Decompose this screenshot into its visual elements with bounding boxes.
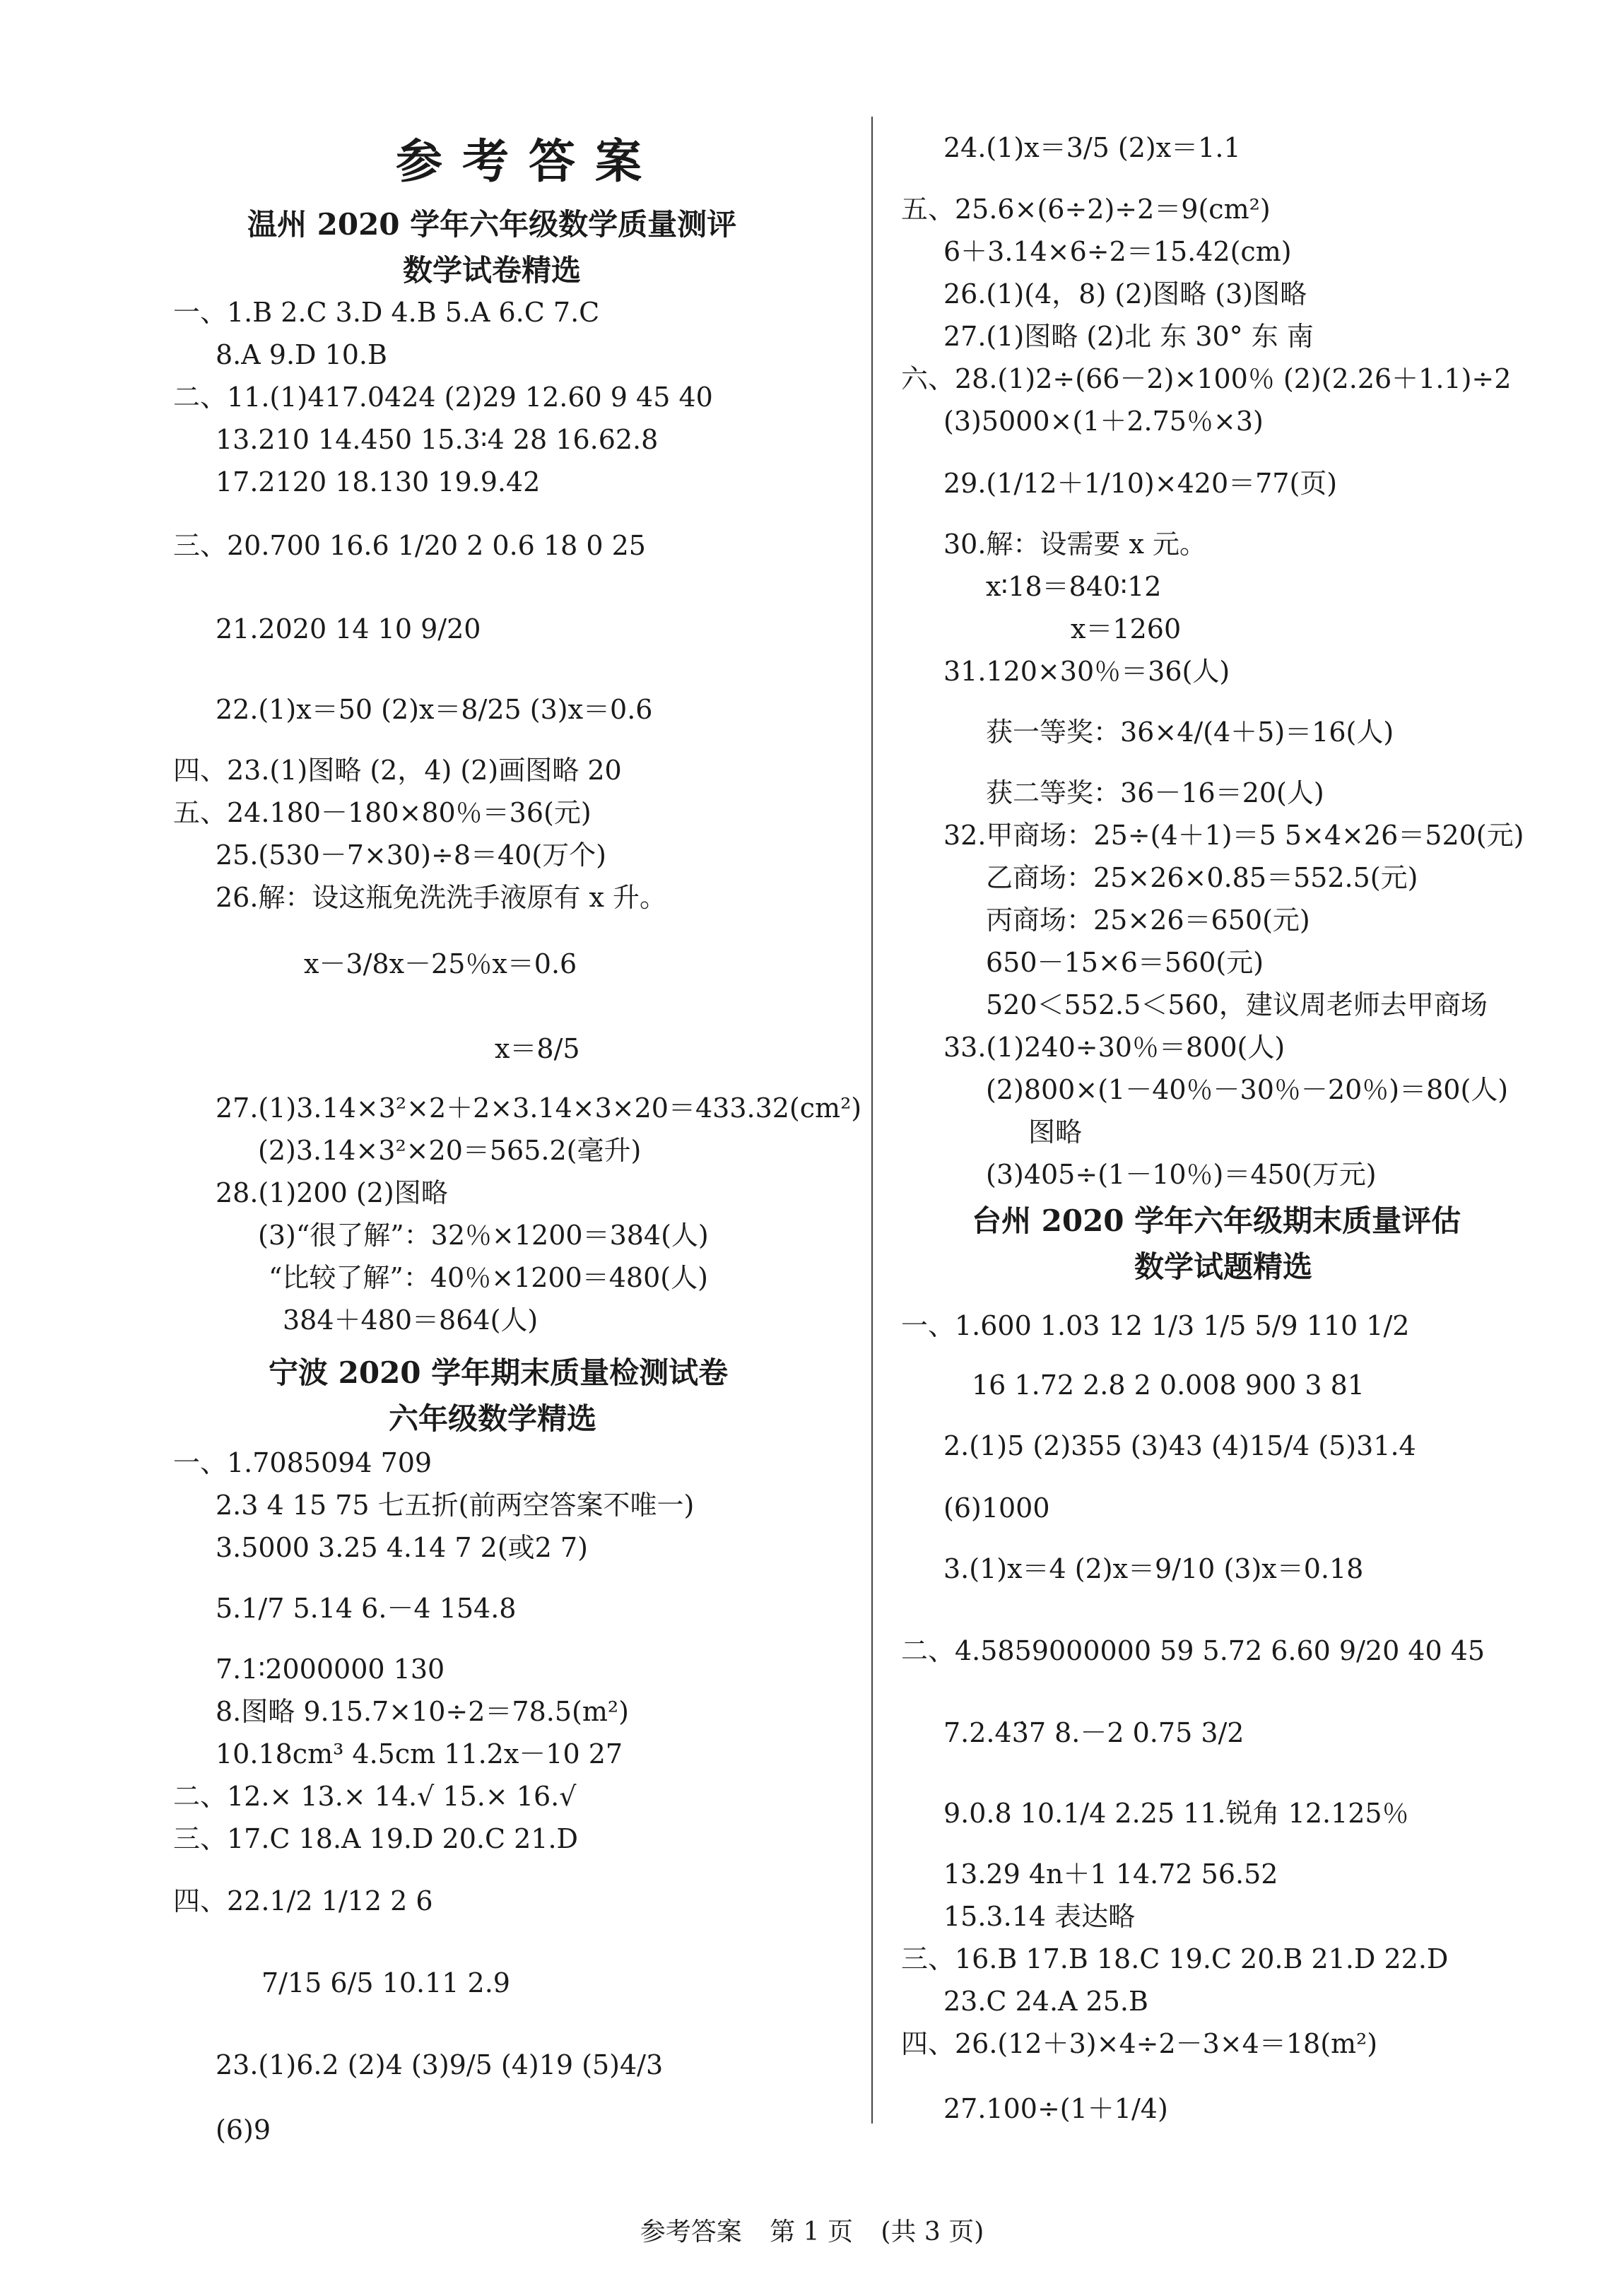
answer-line: 图略 bbox=[1028, 1117, 1083, 1148]
answer-line: (6)1000 bbox=[943, 1492, 1050, 1524]
answer-line: 7/15 6/5 10.11 2.9 bbox=[261, 1967, 510, 1998]
answer-line: 获一等奖：36×4/(4＋5)＝16(人) bbox=[986, 717, 1394, 748]
answer-line: 13.210 14.450 15.3∶4 28 16.62.8 bbox=[216, 424, 659, 455]
answer-line: 一、1.B 2.C 3.D 4.B 5.A 6.C 7.C bbox=[173, 297, 600, 328]
answer-line: 四、22.1/2 1/12 2 6 bbox=[173, 1885, 433, 1916]
answer-line: (2)3.14×3²×20＝565.2(毫升) bbox=[258, 1135, 642, 1166]
equation-line: x＝8/5 bbox=[495, 1033, 580, 1064]
answer-line: 2.(1)5 (2)355 (3)43 (4)15/4 (5)31.4 bbox=[943, 1430, 1416, 1461]
answer-line: 一、1.7085094 709 bbox=[173, 1447, 433, 1478]
footer-page-number: 第 1 页 bbox=[770, 2218, 853, 2246]
answer-line: 27.(1)图略 (2)北 东 30° 东 南 bbox=[943, 321, 1314, 352]
answer-line: 31.120×30％＝36(人) bbox=[943, 656, 1230, 687]
answer-line: (3)5000×(1＋2.75％×3) bbox=[943, 406, 1264, 437]
answer-line: 四、23.(1)图略 (2，4) (2)画图略 20 bbox=[173, 755, 622, 786]
answer-line: 10.18cm³ 4.5cm 11.2x－10 27 bbox=[216, 1738, 623, 1769]
section-subtitle-wenzhou: 数学试卷精选 bbox=[403, 253, 582, 288]
section-title-taizhou: 台州 2020 学年六年级期末质量评估 bbox=[972, 1203, 1461, 1238]
answer-line: 三、16.B 17.B 18.C 19.C 20.B 21.D 22.D bbox=[901, 1943, 1449, 1974]
answer-line: 3.(1)x＝4 (2)x＝9/10 (3)x＝0.18 bbox=[943, 1553, 1364, 1584]
answer-line: (3)“很了解”：32％×1200＝384(人) bbox=[258, 1220, 709, 1251]
answer-line: 520＜552.5＜560，建议周老师去甲商场 bbox=[986, 989, 1488, 1020]
answer-line: 获二等奖：36－16＝20(人) bbox=[986, 777, 1324, 808]
section-title-ningbo: 宁波 2020 学年期末质量检测试卷 bbox=[269, 1355, 729, 1390]
answer-line: 13.29 4n＋1 14.72 56.52 bbox=[943, 1859, 1278, 1890]
answer-line: 五、25.6×(6÷2)÷2＝9(cm²) bbox=[901, 194, 1271, 225]
equation-line: x∶18＝840∶12 bbox=[986, 571, 1162, 602]
page-footer bbox=[0, 2212, 1624, 2248]
answer-line: 23.C 24.A 25.B bbox=[943, 1986, 1148, 2017]
answer-line: 28.(1)200 (2)图略 bbox=[216, 1177, 448, 1208]
answer-line: 7.2.4̇3̇7 8.－2 0.75 3/2 bbox=[943, 1717, 1245, 1748]
page-title: 参考答案 bbox=[396, 134, 661, 189]
answer-line: 25.(530－7×30)÷8＝40(万个) bbox=[216, 840, 607, 871]
answer-line: 33.(1)240÷30％＝800(人) bbox=[943, 1032, 1285, 1063]
answer-line: 650－15×6＝560(元) bbox=[986, 947, 1264, 978]
answer-line: 21.2020 14 10 9/20 bbox=[216, 613, 481, 644]
answer-line: 2.3 4 15 75 七五折(前两空答案不唯一) bbox=[216, 1490, 695, 1521]
footer-label: 参考答案 bbox=[640, 2218, 742, 2246]
answer-line: 5.1/7 5.14 6.－4 154.8 bbox=[216, 1593, 517, 1624]
answer-line: 24.(1)x＝3/5 (2)x＝1.1 bbox=[943, 132, 1241, 163]
answer-line: 27.(1)3.14×3²×2＋2×3.14×3×20＝433.32(cm²) bbox=[216, 1093, 862, 1124]
answer-line: 7.1∶2000000 130 bbox=[216, 1654, 445, 1685]
answer-line: 三、20.700 16.6 1/20 2 0.6 18 0 25 bbox=[173, 530, 646, 561]
answer-line: 一、1.600 1.03 12 1/3 1/5 5/9 110 1/2 bbox=[901, 1310, 1410, 1341]
section-title-wenzhou: 温州 2020 学年六年级数学质量测评 bbox=[247, 207, 737, 242]
answer-line: 16 1.72 2.8 2 0.008 900 3 81 bbox=[972, 1370, 1365, 1401]
answer-line: 26.(1)(4，8) (2)图略 (3)图略 bbox=[943, 278, 1307, 310]
answer-line: 8.图略 9.15.7×10÷2＝78.5(m²) bbox=[216, 1696, 629, 1727]
answer-line: 乙商场：25×26×0.85＝552.5(元) bbox=[986, 862, 1418, 893]
answer-line: 22.(1)x＝50 (2)x＝8/25 (3)x＝0.6 bbox=[216, 694, 653, 725]
answer-line: 384＋480＝864(人) bbox=[283, 1304, 539, 1336]
answer-line: 32.甲商场：25÷(4＋1)＝5 5×4×26＝520(元) bbox=[943, 820, 1524, 851]
footer-total-pages: (共 3 页) bbox=[881, 2218, 984, 2246]
answer-line: 二、4.5859000000 59 5.72 6.60 9/20 40 45 bbox=[901, 1635, 1485, 1666]
section-subtitle-taizhou: 数学试题精选 bbox=[1134, 1249, 1313, 1284]
answer-line: 六、28.(1)2÷(66－2)×100％ (2)(2.26＋1.1)÷2 bbox=[901, 363, 1512, 394]
equation-line: x＝1260 bbox=[1071, 613, 1182, 644]
equation-line: x－3/8x－25％x＝0.6 bbox=[304, 948, 577, 979]
section-subtitle-ningbo: 六年级数学精选 bbox=[389, 1401, 597, 1436]
answer-line: (2)800×(1－40％－30％－20％)＝80(人) bbox=[986, 1074, 1509, 1105]
answer-line: 二、11.(1)417.0424 (2)29 12.60 9 45 40 bbox=[173, 382, 713, 413]
answer-line: 15.3.14 表达略 bbox=[943, 1901, 1136, 1932]
answer-line: 二、12.× 13.× 14.√ 15.× 16.√ bbox=[173, 1781, 577, 1812]
answer-line: 3.5000 3.25 4.14 7 2(或2 7) bbox=[216, 1532, 588, 1563]
answer-line: 17.2120 18.130 19.9.42 bbox=[216, 466, 541, 497]
answer-line: 五、24.180－180×80％＝36(元) bbox=[173, 797, 592, 828]
answer-line: 丙商场：25×26＝650(元) bbox=[986, 905, 1310, 936]
answer-line: 8.A 9.D 10.B bbox=[216, 339, 387, 370]
answer-line: 27.100÷(1＋1/4) bbox=[943, 2093, 1168, 2124]
answer-line: 6＋3.14×6÷2＝15.42(cm) bbox=[943, 236, 1292, 267]
answer-line: 四、26.(12＋3)×4÷2－3×4＝18(m²) bbox=[901, 2028, 1378, 2059]
answer-line: 30.解：设需要 x 元。 bbox=[943, 529, 1207, 560]
answer-line: 9.0.8 10.1/4 2.25 11.锐角 12.125％ bbox=[943, 1798, 1409, 1829]
answer-line: (3)405÷(1－10％)＝450(万元) bbox=[986, 1159, 1377, 1190]
answer-line: “比较了解”：40％×1200＝480(人) bbox=[269, 1262, 708, 1293]
answer-line: 29.(1/12＋1/10)×420＝77(页) bbox=[943, 468, 1338, 499]
answer-line: 26.解：设这瓶免洗洗手液原有 x 升。 bbox=[216, 882, 667, 913]
column-divider bbox=[871, 117, 873, 2124]
answer-line: 23.(1)6.2 (2)4 (3)9/5 (4)19 (5)4/3 bbox=[216, 2049, 664, 2080]
answer-line: 三、17.C 18.A 19.D 20.C 21.D bbox=[173, 1823, 579, 1854]
answer-line: (6)9 bbox=[216, 2114, 271, 2145]
